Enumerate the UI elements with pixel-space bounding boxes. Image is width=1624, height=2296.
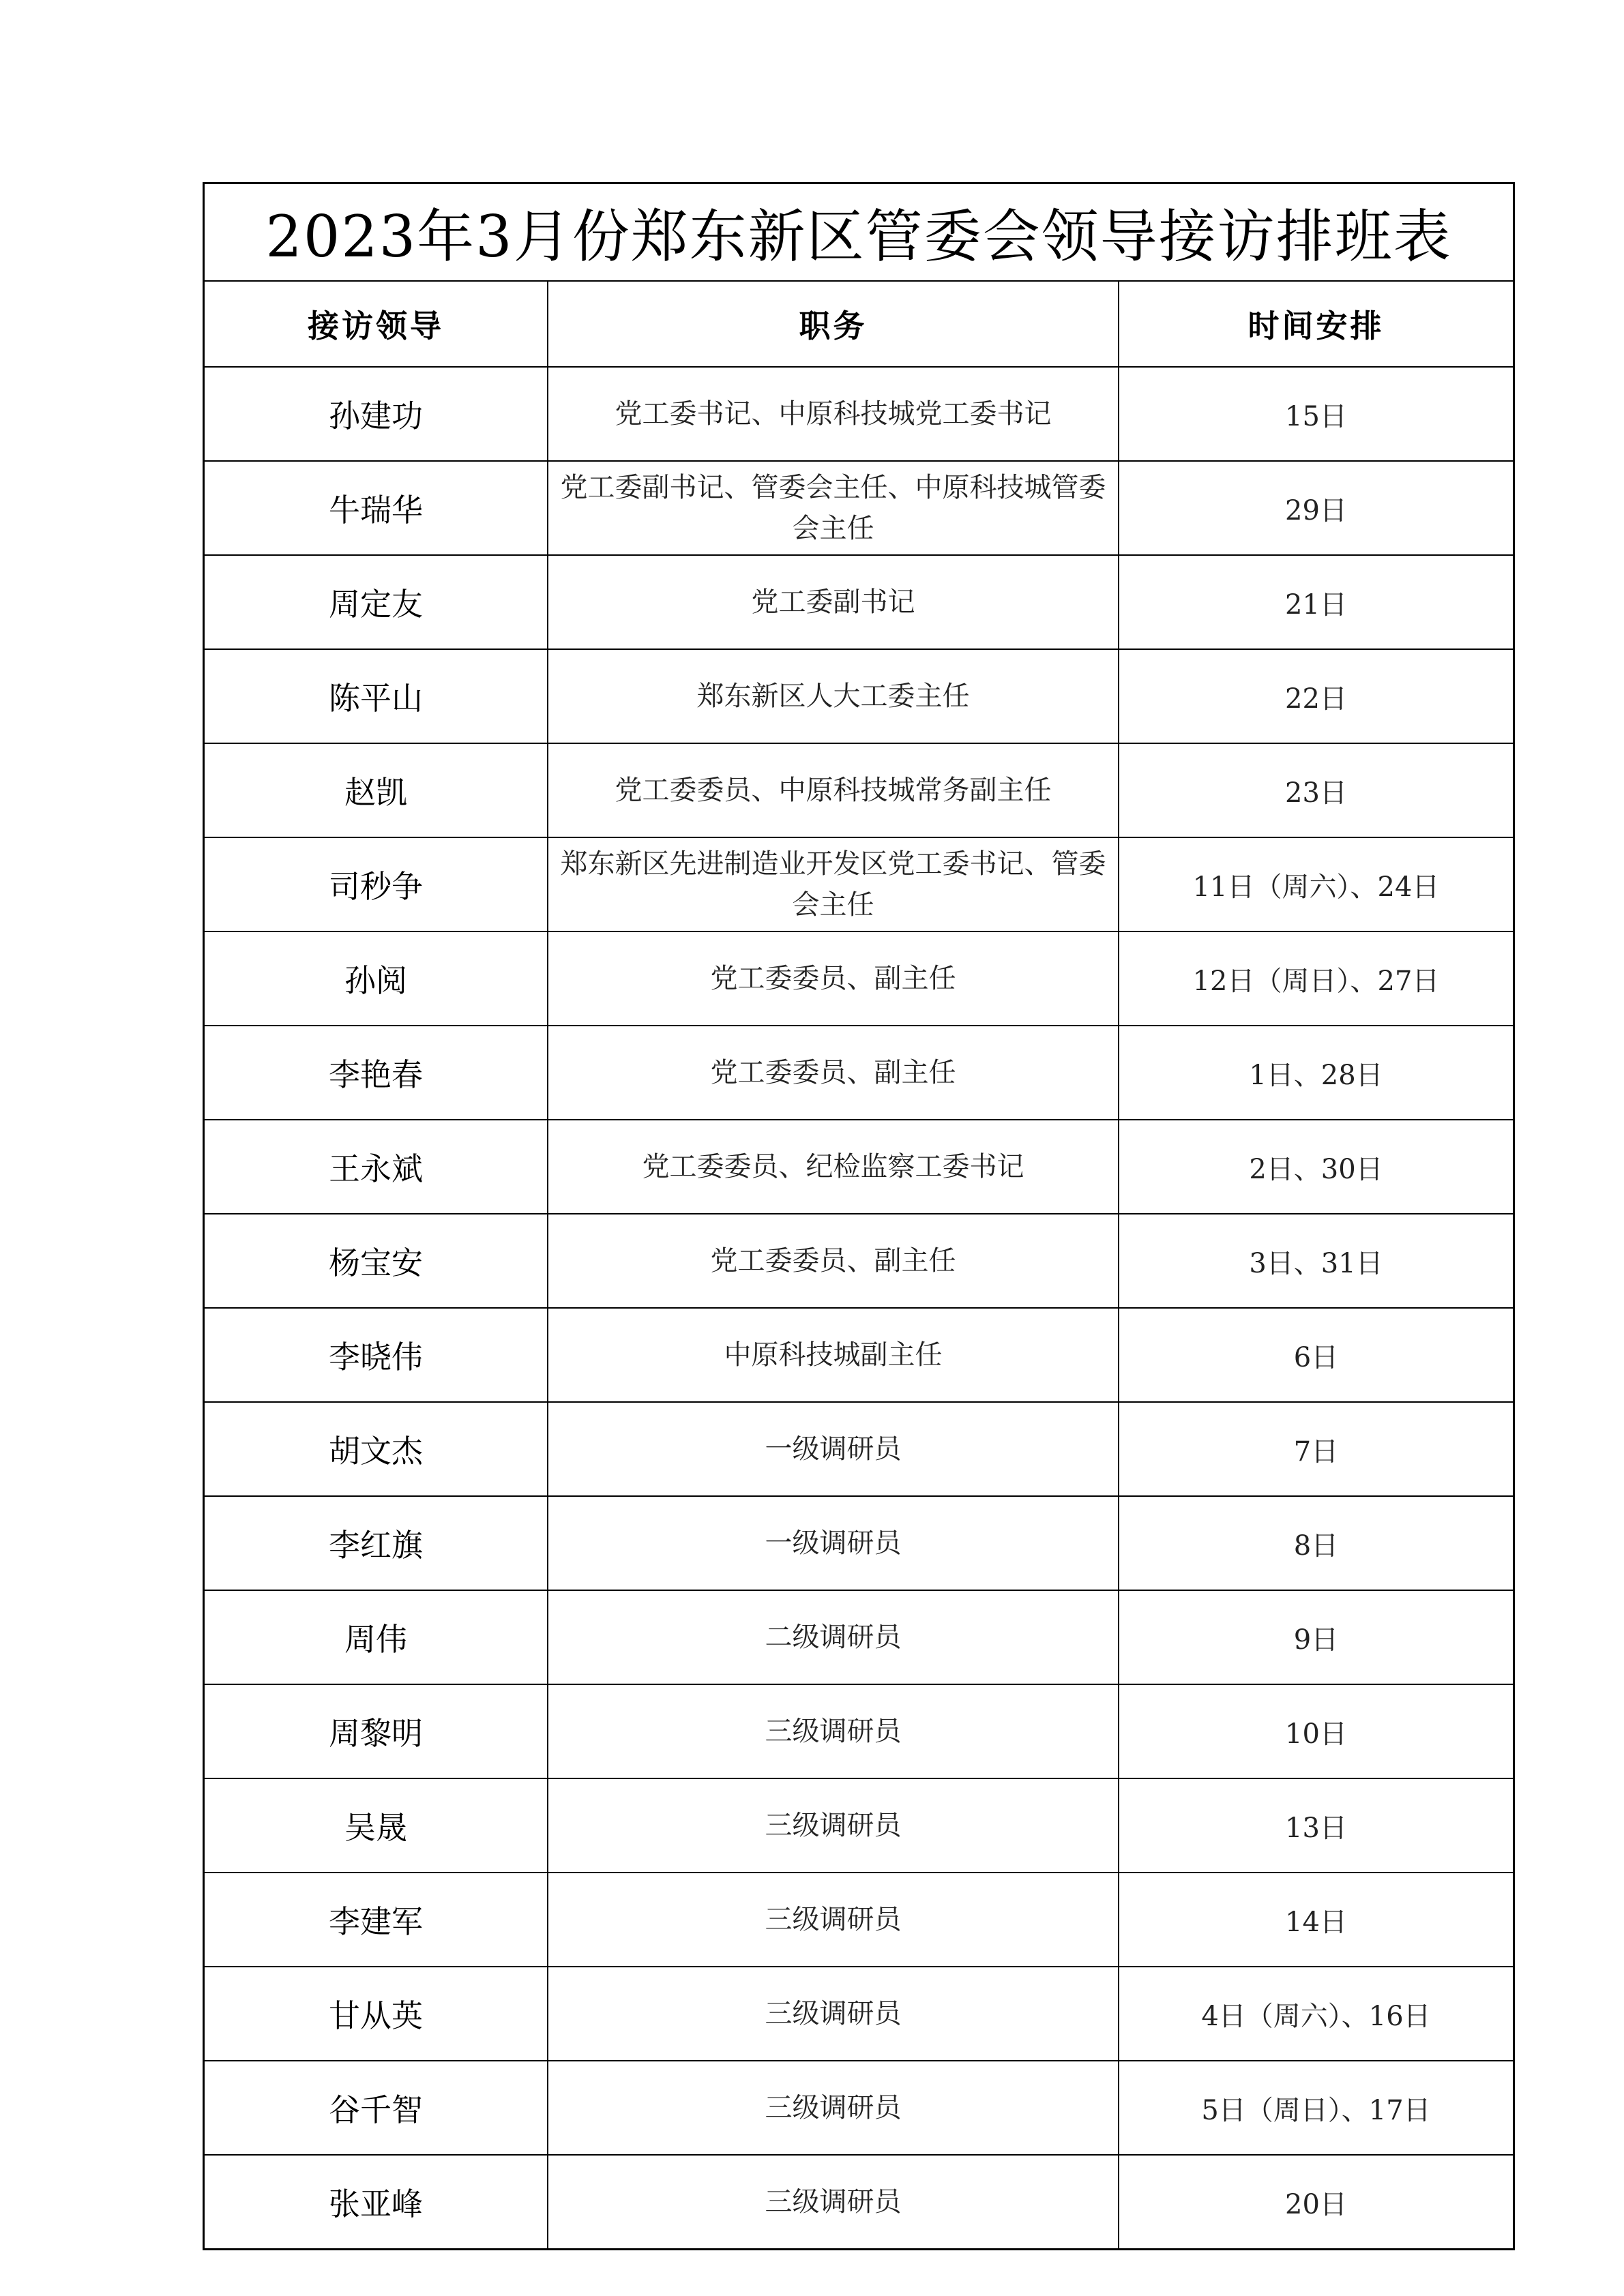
leader-name: 周定友	[205, 555, 548, 649]
table-row	[205, 1214, 1513, 1308]
leader-position: 三级调研员	[548, 1778, 1119, 1873]
leader-schedule: 14日	[1119, 1873, 1513, 1967]
leader-schedule: 1日、28日	[1119, 1026, 1513, 1120]
leader-schedule: 7日	[1119, 1402, 1513, 1496]
leader-schedule: 5日（周日）、17日	[1119, 2061, 1513, 2155]
leader-name: 李红旗	[205, 1496, 548, 1590]
header-schedule: 时间安排	[1119, 282, 1513, 367]
leader-name: 胡文杰	[205, 1402, 548, 1496]
leader-position: 郑东新区先进制造业开发区党工委书记、管委会主任	[548, 837, 1119, 931]
leader-position: 三级调研员	[548, 2061, 1119, 2155]
leader-name: 李建军	[205, 1873, 548, 1967]
leader-position: 中原科技城副主任	[548, 1308, 1119, 1402]
leader-schedule: 10日	[1119, 1684, 1513, 1778]
leader-schedule: 20日	[1119, 2155, 1513, 2248]
leader-schedule: 2日、30日	[1119, 1120, 1513, 1214]
leader-name: 张亚峰	[205, 2155, 548, 2248]
table-row	[205, 1967, 1513, 2061]
leader-schedule: 15日	[1119, 367, 1513, 461]
leader-position: 党工委副书记	[548, 555, 1119, 649]
leader-name: 甘从英	[205, 1967, 548, 2061]
leader-name: 王永斌	[205, 1120, 548, 1214]
table-row	[205, 1026, 1513, 1120]
leader-schedule: 8日	[1119, 1496, 1513, 1590]
table-row	[205, 1120, 1513, 1214]
leader-position: 党工委书记、中原科技城党工委书记	[548, 367, 1119, 461]
leader-name: 吴晟	[205, 1778, 548, 1873]
header-leader: 接访领导	[205, 282, 548, 367]
leader-name: 孙阅	[205, 931, 548, 1026]
leader-schedule: 3日、31日	[1119, 1214, 1513, 1308]
leader-position: 郑东新区人大工委主任	[548, 649, 1119, 743]
table-row	[205, 1873, 1513, 1967]
table-row	[205, 2155, 1513, 2248]
table-row	[205, 743, 1513, 837]
table-row	[205, 367, 1513, 461]
leader-position: 三级调研员	[548, 2155, 1119, 2248]
leader-schedule: 12日（周日）、27日	[1119, 931, 1513, 1026]
leader-position: 党工委副书记、管委会主任、中原科技城管委会主任	[548, 461, 1119, 555]
leader-schedule: 22日	[1119, 649, 1513, 743]
leader-position: 党工委委员、副主任	[548, 1214, 1119, 1308]
schedule-sheet	[203, 182, 1515, 2250]
leader-position: 党工委委员、中原科技城常务副主任	[548, 743, 1119, 837]
table-row	[205, 649, 1513, 743]
leader-name: 陈平山	[205, 649, 548, 743]
leader-position: 党工委委员、副主任	[548, 1026, 1119, 1120]
leader-schedule: 29日	[1119, 461, 1513, 555]
leader-position: 一级调研员	[548, 1402, 1119, 1496]
header-position: 职务	[548, 282, 1119, 367]
leader-name: 孙建功	[205, 367, 548, 461]
table-row	[205, 837, 1513, 931]
leader-name: 周伟	[205, 1590, 548, 1684]
table-row	[205, 2061, 1513, 2155]
leader-schedule: 21日	[1119, 555, 1513, 649]
table-row	[205, 1684, 1513, 1778]
leader-name: 赵凯	[205, 743, 548, 837]
leader-schedule: 11日（周六）、24日	[1119, 837, 1513, 931]
table-header-row	[205, 282, 1513, 367]
leader-name: 牛瑞华	[205, 461, 548, 555]
table-row	[205, 1402, 1513, 1496]
leader-schedule: 4日（周六）、16日	[1119, 1967, 1513, 2061]
table-row	[205, 461, 1513, 555]
leader-name: 杨宝安	[205, 1214, 548, 1308]
table-row	[205, 931, 1513, 1026]
leader-schedule: 13日	[1119, 1778, 1513, 1873]
leader-position: 三级调研员	[548, 1967, 1119, 2061]
leader-position: 党工委委员、副主任	[548, 931, 1119, 1026]
schedule-table	[205, 282, 1513, 2248]
leader-name: 周黎明	[205, 1684, 548, 1778]
document-title: 2023年3月份郑东新区管委会领导接访排班表	[205, 184, 1513, 282]
leader-position: 三级调研员	[548, 1684, 1119, 1778]
leader-schedule: 23日	[1119, 743, 1513, 837]
leader-position: 二级调研员	[548, 1590, 1119, 1684]
table-row	[205, 555, 1513, 649]
leader-position: 一级调研员	[548, 1496, 1119, 1590]
leader-schedule: 9日	[1119, 1590, 1513, 1684]
table-row	[205, 1496, 1513, 1590]
leader-name: 李艳春	[205, 1026, 548, 1120]
table-row	[205, 1590, 1513, 1684]
leader-schedule: 6日	[1119, 1308, 1513, 1402]
leader-position: 党工委委员、纪检监察工委书记	[548, 1120, 1119, 1214]
leader-position: 三级调研员	[548, 1873, 1119, 1967]
table-row	[205, 1308, 1513, 1402]
leader-name: 谷千智	[205, 2061, 548, 2155]
leader-name: 司秒争	[205, 837, 548, 931]
table-row	[205, 1778, 1513, 1873]
leader-name: 李晓伟	[205, 1308, 548, 1402]
